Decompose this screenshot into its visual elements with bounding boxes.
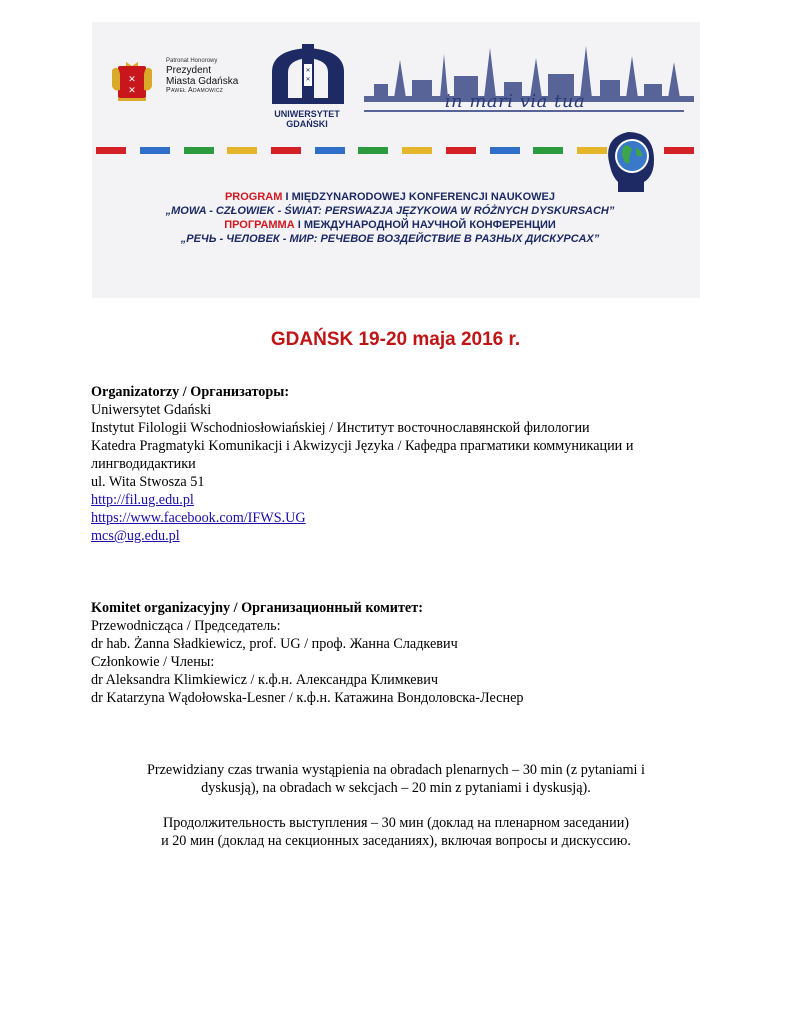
stripe (96, 147, 126, 154)
title-ru-rest: I МЕЖДУНАРОДНОЙ НАУЧНОЙ КОНФЕРЕНЦИИ (297, 219, 556, 231)
committee-chair: dr hab. Żanna Sładkiewicz, prof. UG / проф. Жанна Сладкевич (91, 636, 458, 652)
title-pl-line1 (100, 190, 680, 204)
head-globe-icon (600, 126, 658, 196)
title-pl-keyword: PROGRAM (224, 191, 283, 203)
title-ru-line1 (100, 218, 680, 232)
email-link[interactable]: mcs@ug.edu.pl (91, 528, 180, 544)
stripe (140, 147, 170, 154)
stripe (271, 147, 301, 154)
document-body (91, 383, 731, 707)
patronat-city: Miasta Gdańska (166, 75, 239, 87)
stripe (490, 147, 520, 154)
organizer-line: ul. Wita Stwosza 51 (91, 474, 205, 490)
stripe (402, 147, 432, 154)
committee-heading: Komitet organizacyjny / Организационный комитет: (91, 600, 423, 616)
organizer-line: Uniwersytet Gdański (91, 402, 212, 418)
stripe (184, 147, 214, 154)
duration-note-pl (91, 761, 701, 797)
duration-note-pl-line2: dyskusją), na obradach w sekcjach – 20 min z pytaniami i dyskusją). (201, 780, 591, 796)
patronat-person: Paweł Adamowicz (166, 86, 224, 94)
duration-note-ru-line1: Продолжительность выступления – 30 мин (доклад на пленарном заседании) (162, 815, 630, 831)
committee-member: dr Katarzyna Wądołowska-Lesner / к.ф.н. Катажина Вондоловска-Леснер (91, 690, 524, 706)
stripe (446, 147, 476, 154)
university-motto: in mari via tua (444, 91, 586, 112)
organizer-line: Instytut Filologii Wschodniosłowiańskiej / Институт восточнославянской филологии (91, 420, 590, 436)
title-pl-rest: I MIĘDZYNARODOWEJ KONFERENCJI NAUKOWEJ (285, 191, 556, 203)
organizer-line: Katedra Pragmatyki Komunikacji i Akwizycji Języka / Кафедра прагматики коммуникации и (91, 438, 634, 454)
conference-title (100, 190, 680, 246)
title-ru-keyword: ПРОГРАММА (224, 219, 295, 231)
website-link[interactable]: http://fil.ug.edu.pl (91, 492, 194, 508)
stripe (358, 147, 388, 154)
stripe (533, 147, 563, 154)
university-name: UNIWERSYTET GDAŃSKI (274, 109, 340, 129)
title-pl-line2: „MOWA - CZŁOWIEK - ŚWIAT: PERSWAZJA JĘZYKOWA W RÓŻNYCH DYSKURSACH” (165, 205, 615, 217)
committee-members-label: Członkowie / Члены: (91, 654, 215, 670)
stripe (227, 147, 257, 154)
duration-note-ru-line2: и 20 мин (доклад на секционных заседаниях), включая вопросы и дискуссию. (161, 833, 631, 849)
svg-text:✕: ✕ (128, 75, 136, 85)
svg-text:✕: ✕ (128, 86, 136, 96)
organizers-heading: Organizatorzy / Организаторы: (91, 384, 290, 400)
duration-note-pl-line1: Przewidziany czas trwania wystąpienia na obradach plenarnych – 30 min (z pytaniami i (147, 762, 645, 778)
patronat-title: Prezydent (166, 64, 212, 76)
patronat-label: Patronat Honorowy (166, 58, 218, 64)
svg-text:✕: ✕ (305, 76, 311, 83)
committee-chair-label: Przewodnicząca / Председатель: (91, 618, 281, 634)
honorary-patronage-block (108, 56, 258, 106)
title-ru-line2: „РЕЧЬ - ЧЕЛОВЕК - МИР: РЕЧЕВОЕ ВОЗДЕЙСТВИЕ В РАЗНЫХ ДИСКУРСАХ” (180, 233, 600, 245)
svg-text:✕: ✕ (305, 67, 311, 74)
stripe (315, 147, 345, 154)
organizer-line: лингводидактики (91, 456, 196, 472)
duration-note-ru (91, 814, 701, 850)
gdansk-coat-of-arms-icon (108, 60, 156, 102)
stripe (664, 147, 694, 154)
facebook-link[interactable]: https://www.facebook.com/IFWS.UG (91, 510, 306, 526)
committee-member: dr Aleksandra Klimkiewicz / к.ф.н. Александра Климкевич (91, 672, 438, 688)
place-date: GDAŃSK 19-20 maja 2016 r. (270, 329, 521, 350)
